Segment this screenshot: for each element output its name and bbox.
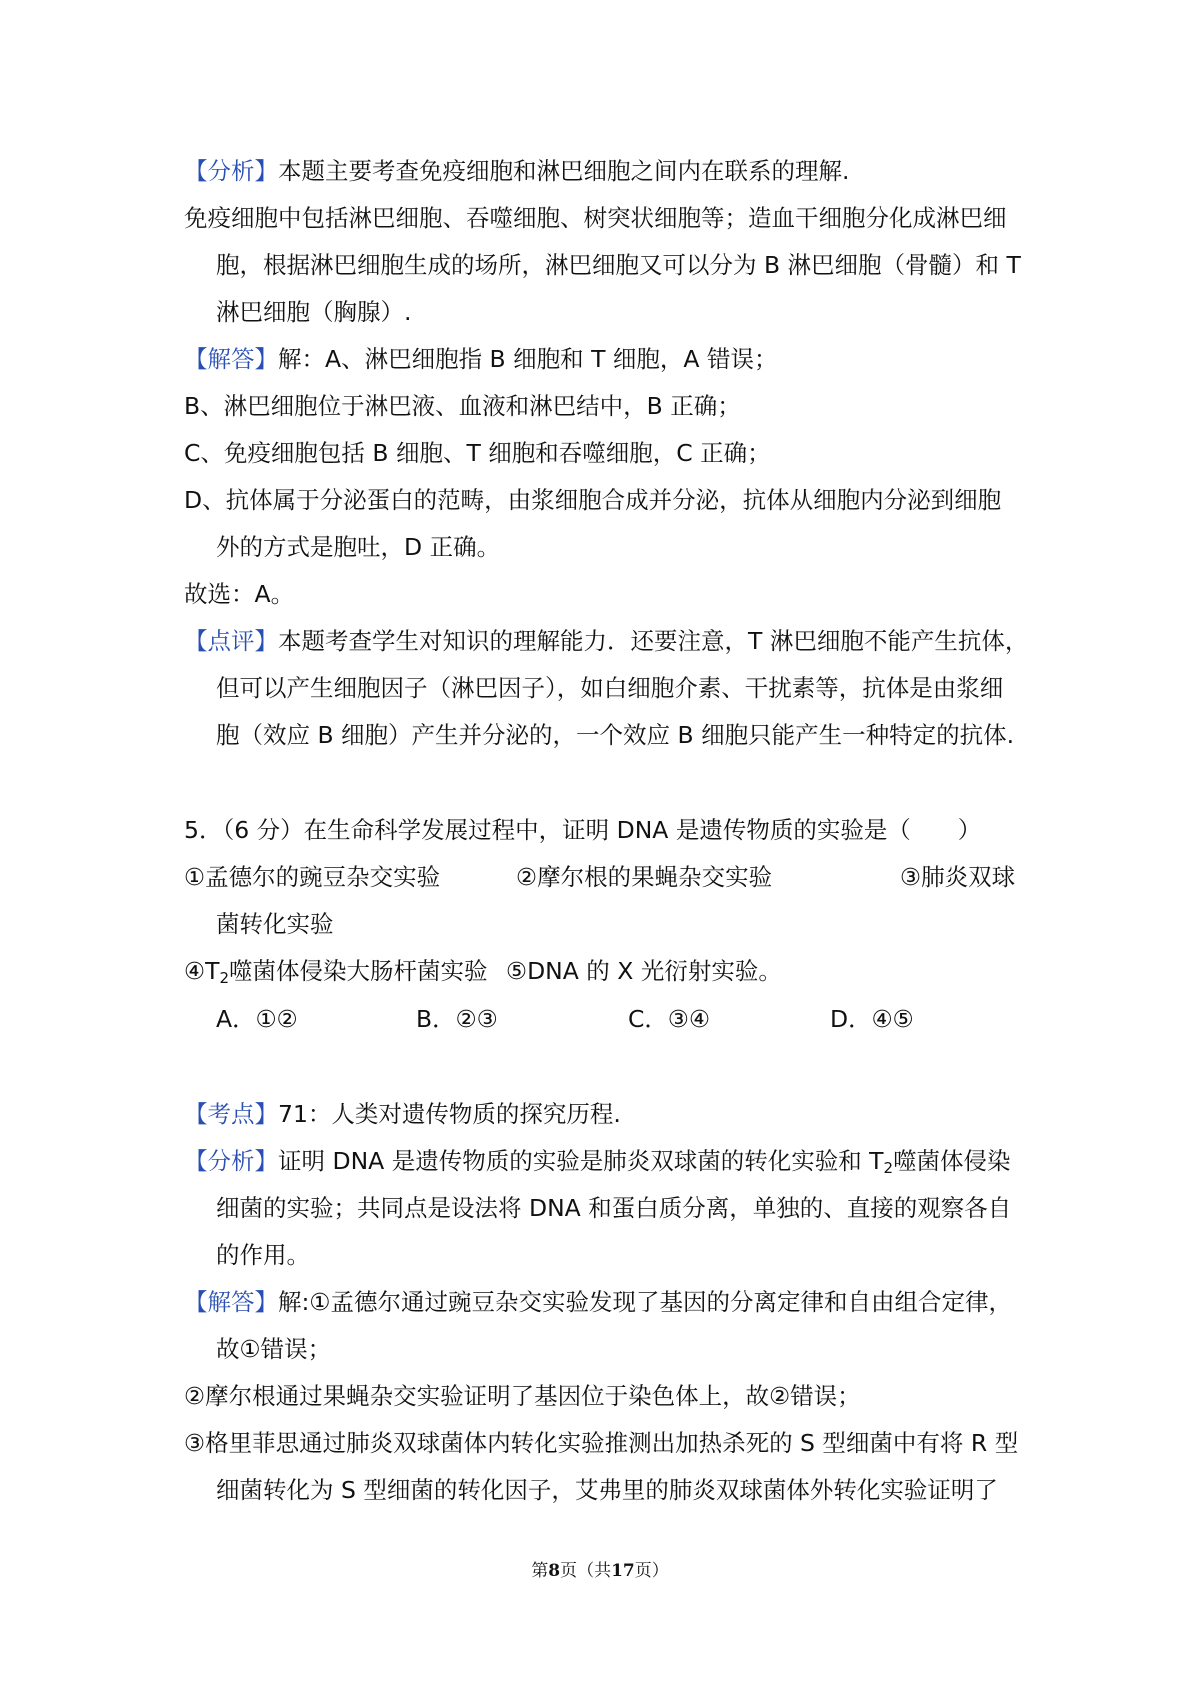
comment-text: 本题考查学生对知识的理解能力．还要注意，T 淋巴细胞不能产生抗体， xyxy=(278,627,1029,655)
comment-heading-line xyxy=(184,618,1029,665)
answer-line: 细菌转化为 S 型细菌的转化因子，艾弗里的肺炎双球菌体外转化实验证明了 xyxy=(216,1476,998,1504)
question-items-row xyxy=(184,854,1026,901)
analysis-text: 本题主要考查免疫细胞和淋巴细胞之间内在联系的理解. xyxy=(278,157,850,185)
answer-line: C、免疫细胞包括 B 细胞、T 细胞和吞噬细胞，C 正确； xyxy=(184,439,771,467)
answer-line: ③格里菲思通过肺炎双球菌体内转化实验推测出加热杀死的 S 型细菌中有将 R 型 xyxy=(184,1429,1019,1457)
comment-line: 胞（效应 B 细胞）产生并分泌的，一个效应 B 细胞只能产生一种特定的抗体. xyxy=(216,721,1015,749)
question-item-continuation: 菌转化实验 xyxy=(216,910,334,938)
question-item: ③肺炎双球 xyxy=(900,863,1016,891)
analysis-text: 噬菌体侵染 xyxy=(893,1147,1011,1175)
page-number: 8 xyxy=(548,1561,561,1581)
question-item: $④T_2$噬菌体侵染大肠杆菌实验 xyxy=(184,957,488,987)
analysis-line: 的作用。 xyxy=(216,1241,310,1269)
answer-line: ②摩尔根通过果蝇杂交实验证明了基因位于染色体上，故②错误； xyxy=(184,1382,861,1410)
option-b: B．②③ xyxy=(416,1005,498,1033)
analysis-tag: 【分析】 xyxy=(184,1147,278,1175)
analysis-heading-line xyxy=(184,1138,1026,1185)
analysis-tag: 【分析】 xyxy=(184,157,278,185)
question-item: ⑤DNA 的 X 光衍射实验。 xyxy=(506,957,782,985)
section-gap xyxy=(184,759,1026,807)
analysis-line: 免疫细胞中包括淋巴细胞、吞噬细胞、树突状细胞等；造血干细胞分化成淋巴细 xyxy=(184,204,1007,232)
option-c: C．③④ xyxy=(628,1005,711,1033)
comment-tag: 【点评】 xyxy=(184,627,278,655)
comment-line: 但可以产生细胞因子（淋巴因子），如白细胞介素、干扰素等，抗体是由浆细 xyxy=(216,674,1004,702)
question-item: ②摩尔根的果蝇杂交实验 xyxy=(516,863,773,891)
page-footer: 第8页（共17页） xyxy=(531,1561,669,1581)
knowledge-point-line xyxy=(184,1091,1026,1138)
answer-tag: 【解答】 xyxy=(184,1288,278,1316)
answer-line: 故①错误； xyxy=(216,1335,332,1363)
knowledge-point-text: 71：人类对遗传物质的探究历程. xyxy=(278,1100,621,1128)
answer-choice-line: 故选：A。 xyxy=(184,580,295,608)
question-stem: 5．（6 分）在生命科学发展过程中，证明 DNA 是遗传物质的实验是（ ） xyxy=(184,816,982,844)
option-d: D．④⑤ xyxy=(830,1005,914,1033)
analysis-text: 证明 DNA 是遗传物质的实验是肺炎双球菌的转化实验和 T xyxy=(278,1147,884,1175)
answer-line: 外的方式是胞吐，D 正确。 xyxy=(216,533,501,561)
answer-text: 解：A、淋巴细胞指 B 细胞和 T 细胞，A 错误； xyxy=(278,345,778,373)
question-item: ①孟德尔的豌豆杂交实验 xyxy=(184,863,441,891)
answer-text: 解:①孟德尔通过豌豆杂交实验发现了基因的分离定律和自由组合定律， xyxy=(278,1288,1012,1316)
analysis-line: 细菌的实验；共同点是设法将 DNA 和蛋白质分离，单独的、直接的观察各自 xyxy=(216,1194,1012,1222)
analysis-line: 胞，根据淋巴细胞生成的场所，淋巴细胞又可以分为 B 淋巴细胞（骨髓）和 T xyxy=(216,251,1021,279)
answer-heading-line xyxy=(184,336,1026,383)
answer-heading-line xyxy=(184,1279,1026,1326)
answer-line: D、抗体属于分泌蛋白的范畴，由浆细胞合成并分泌，抗体从细胞内分泌到细胞 xyxy=(184,486,1002,514)
question-items-row xyxy=(184,948,1026,995)
answer-line: B、淋巴细胞位于淋巴液、血液和淋巴结中，B 正确； xyxy=(184,392,741,420)
total-pages: 17 xyxy=(611,1561,635,1581)
analysis-heading-line xyxy=(184,148,1026,195)
answer-options-row xyxy=(184,995,1026,1043)
page-content xyxy=(184,148,1029,1514)
analysis-line: 淋巴细胞（胸腺）. xyxy=(216,298,412,326)
section-gap xyxy=(184,1043,1026,1091)
subscript: 2 xyxy=(883,1159,894,1177)
option-a: A．①② xyxy=(216,1005,298,1033)
answer-tag: 【解答】 xyxy=(184,345,278,373)
knowledge-point-tag: 【考点】 xyxy=(184,1100,278,1128)
